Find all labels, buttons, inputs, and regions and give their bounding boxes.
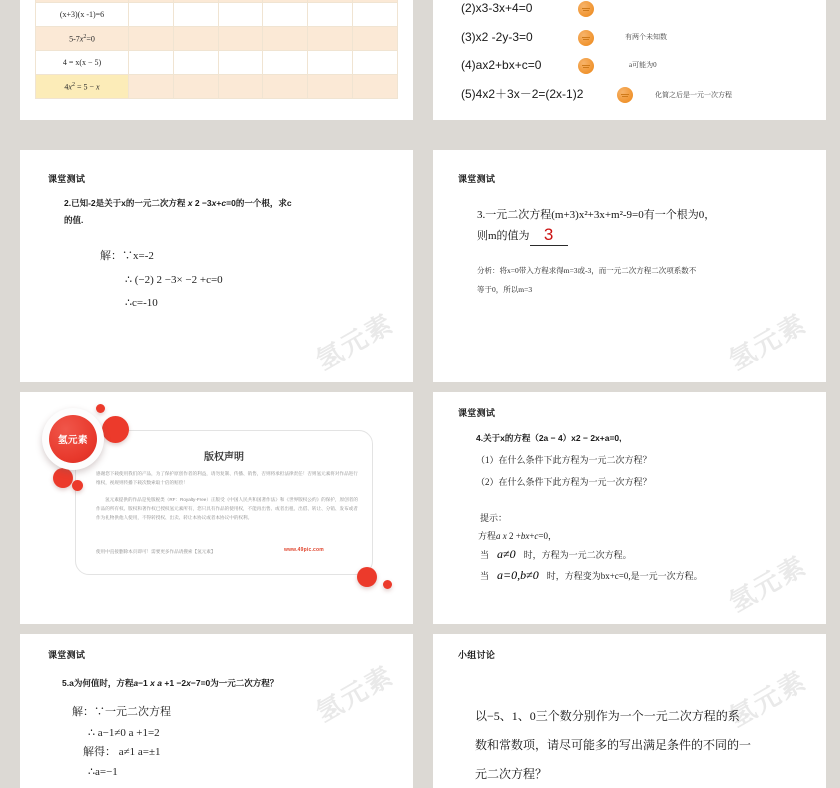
hint-suffix: 时，方程为一元二次方程。 (523, 550, 632, 560)
question-line: 4.关于x的方程（2a − 4）x2 − 2x+a=0, (476, 433, 622, 443)
copyright-url-link[interactable]: www.49pic.com (284, 547, 324, 553)
solution-line: ∴ (−2) 2 −3× −2 +c=0 (125, 274, 223, 286)
example-row (461, 30, 533, 44)
decor-dot-icon (53, 468, 73, 488)
slide-title: 课堂测试 (48, 174, 86, 184)
table-cell (308, 75, 353, 99)
discussion-line: 元二次方程？ (475, 767, 548, 781)
slide-test-4[interactable] (433, 392, 826, 624)
solution-line: ∴ a−1≠0 a +1=2 (88, 727, 160, 739)
table-row (36, 3, 398, 27)
example-note: 有两个未知数 (625, 33, 667, 41)
discussion-line: 数和常数项，请尽可能多的写出满足条件的不同的一 (475, 738, 752, 752)
decor-dot-icon (383, 580, 392, 589)
table-row (36, 51, 398, 75)
table-row (36, 75, 398, 99)
question-line-tail: 则m的值为 (477, 230, 530, 242)
copyright-paragraph: 感谢您下载使用我们的产品，为了保护原创作者的利益，请勿复制、传播、销售，否则将承担法律责任！否则氢元素将对作品进行维权，视规则传播下载次数索取十倍的赔偿！ (96, 471, 358, 485)
slide-equation-table[interactable] (20, 0, 413, 120)
hint-math: a=0,b≠0 (497, 568, 539, 582)
table-cell (173, 27, 218, 51)
hint-suffix: 时，方程变为bx+c=0,是一元一次方程。 (546, 571, 703, 581)
slide-test-5[interactable] (20, 634, 413, 788)
hint-math: a≠0 (497, 547, 516, 561)
hint-line (480, 568, 703, 585)
table-cell (263, 51, 308, 75)
smiley-icon (578, 1, 594, 17)
answer-value: 3 (543, 225, 554, 244)
table-cell (218, 75, 263, 99)
example-equation: (2)x3-3x+4=0 (461, 1, 533, 15)
slide-group-discussion[interactable] (433, 634, 826, 788)
question-line: 的值. (64, 215, 84, 225)
table-cell (218, 3, 263, 27)
decor-dot-icon (96, 404, 105, 413)
analysis-line: 等于0，所以m=3 (477, 285, 533, 294)
hint-label: 提示： (480, 513, 508, 523)
solution-line: 解：∵x=-2 (100, 250, 154, 262)
table-cell (129, 27, 174, 51)
table-cell (173, 3, 218, 27)
analysis-line: 分析：将x=0带入方程求得m=3或-3，而一元二次方程二次项系数不 (477, 266, 697, 275)
example-equation: (4)ax2+bx+c=0 (461, 58, 542, 72)
hint-prefix: 当 (480, 571, 490, 581)
hint-line: 方程a x 2 +bx+c=0， (478, 531, 557, 541)
table-cell (218, 51, 263, 75)
slide-copyright[interactable] (20, 392, 413, 624)
slide-test-2[interactable] (20, 150, 413, 382)
watermark: 氢元素 (310, 307, 399, 376)
copyright-title: 版权声明 (204, 452, 244, 463)
decor-dot-icon (357, 567, 377, 587)
sub-question: （1）在什么条件下此方程为一元二次方程？ (476, 455, 652, 465)
table-cell-equation: $5-7x^2=0$ (36, 27, 129, 51)
example-row (461, 85, 583, 102)
watermark: 氢元素 (723, 549, 812, 618)
slide-title: 课堂测试 (48, 650, 86, 660)
question-line: 3.一元二次方程(m+3)x²+3x+m²-9=0有一个根为0， (477, 209, 716, 221)
example-equation: (3)x2 -2y-3=0 (461, 30, 533, 44)
equation-classification-table (35, 0, 398, 99)
table-cell (353, 51, 398, 75)
table-cell (129, 75, 174, 99)
table-cell (173, 75, 218, 99)
table-cell (263, 75, 308, 99)
table-cell (129, 3, 174, 27)
solution-line: 解得： a≠1 a=±1 (83, 746, 161, 758)
question-answer-line (477, 225, 568, 246)
slide-title: 小组讨论 (458, 650, 496, 660)
solution-line: ∴c=-10 (125, 297, 158, 309)
sub-question: （2）在什么条件下此方程为一元一次方程？ (476, 477, 652, 487)
slide-title: 课堂测试 (458, 408, 496, 418)
question-line: 5.a为何值时，方程a−1 x a +1 −2x−7=0为一元二次方程？ (62, 678, 279, 688)
discussion-line: 以−5、1、0三个数分别作为一个一元二次方程的系 (475, 709, 740, 723)
watermark: 氢元素 (723, 664, 812, 733)
example-equation: (5)4x2＋3x－2=(2x-1)2 (461, 87, 584, 101)
watermark: 氢元素 (310, 659, 399, 728)
slide-test-3[interactable] (433, 150, 826, 382)
table-row (36, 27, 398, 51)
example-row (461, 58, 541, 72)
table-cell (263, 27, 308, 51)
hint-line (480, 547, 632, 564)
table-cell-equation: (x+3)(x -1)=6 (36, 3, 129, 27)
brand-logo-label: 氢元素 (49, 415, 97, 463)
table-cell (218, 27, 263, 51)
table-cell-equation: 4 = x(x − 5) (36, 51, 129, 75)
answer-blank (530, 225, 568, 246)
table-cell (263, 3, 308, 27)
brand-logo (42, 408, 104, 470)
copyright-card-wrapper (20, 392, 413, 624)
copyright-paragraph: 氢元素提供的作品是免版税类（RF：Royalty-Free）正版受《中国人民共和国著作法》和《世界版权公约》的保护，原创者的作品的所有权、版权和著作权已授权氢元素所有，您只具有作品的使用权，不能再出售、或者出租、出借、转让、分销、发布或者作为礼物供他人使用，不得转授权、出卖、转让本协议或者本协议中的权利。 (96, 497, 358, 520)
question-line: 2.已知-2是关于x的一元二次方程 x 2 −3x+c=0的一个根，求c (64, 198, 292, 208)
table-cell (353, 27, 398, 51)
table-cell (353, 3, 398, 27)
solution-line: ∴a=−1 (88, 766, 118, 778)
table-cell (308, 3, 353, 27)
slide-title: 课堂测试 (458, 174, 496, 184)
slide-not-quadratic-examples[interactable] (433, 0, 826, 120)
decor-dot-icon (72, 480, 83, 491)
table-cell (308, 27, 353, 51)
example-note: a可能为0 (629, 61, 657, 69)
smiley-icon (578, 30, 594, 46)
example-row (461, 1, 532, 15)
watermark: 氢元素 (723, 307, 812, 376)
table-cell (129, 51, 174, 75)
example-note: 化简之后是一元一次方程 (655, 91, 732, 99)
table-cell (308, 51, 353, 75)
decor-dot-icon (102, 416, 129, 443)
smiley-icon (578, 58, 594, 74)
smiley-icon (617, 87, 633, 103)
copyright-card (75, 430, 373, 575)
table-cell (353, 75, 398, 99)
table-cell-equation-highlight: $4x^2 = 5 - x$ (36, 75, 129, 99)
hint-prefix: 当 (480, 550, 490, 560)
table-cell (173, 51, 218, 75)
copyright-footer-note: 使用中直接删除本页即可！需要更多作品请搜索【氢元素】 (96, 549, 216, 554)
solution-line: 解：∵一元二次方程 (72, 706, 171, 718)
